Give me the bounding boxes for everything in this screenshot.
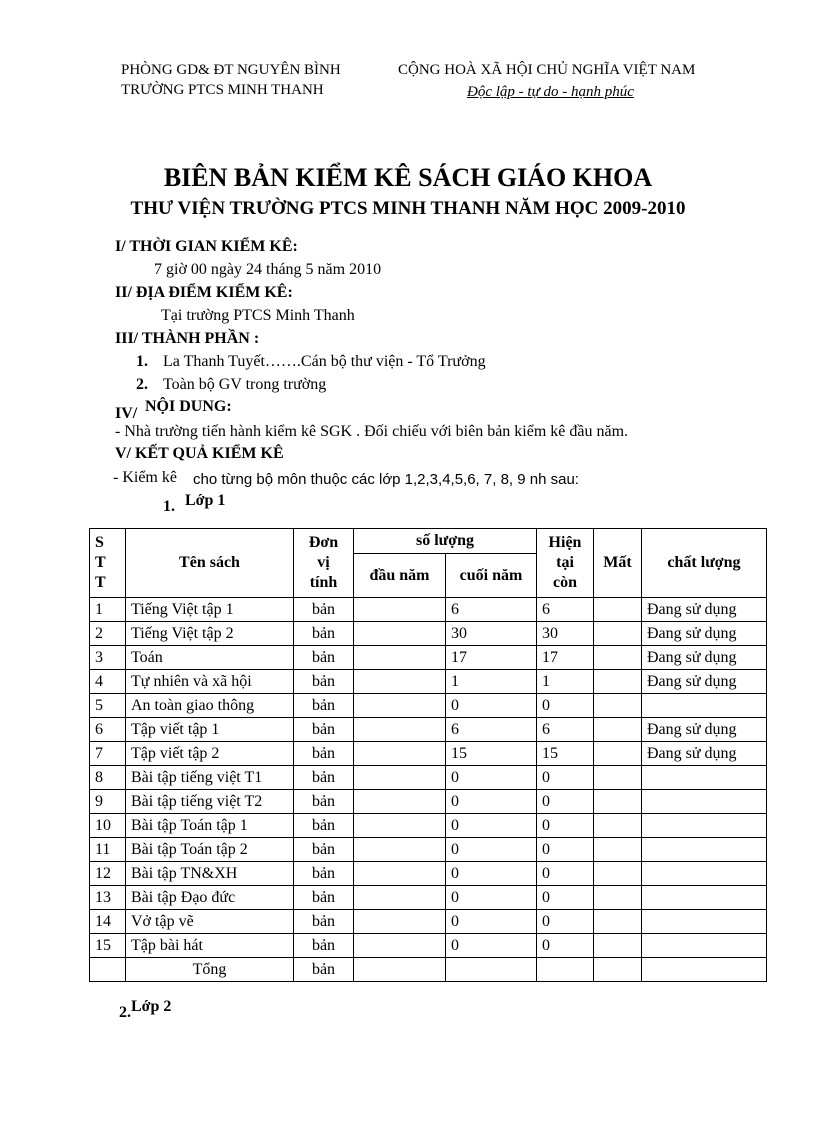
cell-stt: 12: [90, 862, 126, 886]
cell-start: [354, 646, 446, 670]
cell-remain: 15: [537, 742, 594, 766]
header-book-name: Tên sách: [126, 529, 294, 598]
cell-end: 0: [446, 862, 537, 886]
cell-quality: [642, 862, 767, 886]
cell-end: 1: [446, 670, 537, 694]
cell-end: 0: [446, 790, 537, 814]
table-header-row: [90, 529, 767, 554]
cell-name: Bài tập Toán tập 2: [126, 838, 294, 862]
cell-remain: 0: [537, 790, 594, 814]
cell-stt: 5: [90, 694, 126, 718]
cell-lost: [594, 670, 642, 694]
section-time-text: 7 giờ 00 ngày 24 tháng 5 năm 2010: [154, 261, 382, 278]
cell-start: [354, 598, 446, 622]
table-row: [90, 814, 767, 838]
cell-remain: 6: [537, 718, 594, 742]
section-content-prefix: IV/: [115, 405, 138, 422]
total-unit: bản: [294, 958, 354, 982]
header-stt: S T T: [90, 529, 126, 598]
cell-name: Bài tập TN&XH: [126, 862, 294, 886]
member-2: Toàn bộ GV trong trường: [163, 376, 327, 393]
cell-unit: bản: [294, 814, 354, 838]
cell-stt: 13: [90, 886, 126, 910]
cell-quality: [642, 838, 767, 862]
cell-stt: 11: [90, 838, 126, 862]
cell-start: [354, 886, 446, 910]
section-content-heading: NỘI DUNG:: [145, 398, 232, 415]
header-unit: Đơn vị tính: [294, 529, 354, 598]
cell-quality: Đang sử dụng: [642, 742, 767, 766]
cell-end: 6: [446, 718, 537, 742]
class2-number: 2.: [119, 1004, 131, 1021]
header-remaining: Hiện tại còn: [537, 529, 594, 598]
table-row: [90, 838, 767, 862]
cell-remain: 0: [537, 766, 594, 790]
cell-quality: [642, 766, 767, 790]
cell-start: [354, 766, 446, 790]
cell-name: Tiếng Việt tập 2: [126, 622, 294, 646]
cell-stt: 14: [90, 910, 126, 934]
cell-end: 0: [446, 694, 537, 718]
cell-stt: 6: [90, 718, 126, 742]
cell-unit: bản: [294, 838, 354, 862]
cell-end: 15: [446, 742, 537, 766]
cell-name: An toàn giao thông: [126, 694, 294, 718]
cell-stt: 2: [90, 622, 126, 646]
cell-end: 0: [446, 910, 537, 934]
cell-name: Bài tập Đạo đức: [126, 886, 294, 910]
cell-remain: 30: [537, 622, 594, 646]
cell-unit: bản: [294, 934, 354, 958]
table-row: [90, 910, 767, 934]
cell-lost: [594, 694, 642, 718]
cell-name: Tiếng Việt tập 1: [126, 598, 294, 622]
table-row: [90, 670, 767, 694]
section-results-heading: V/ KẾT QUẢ KIỂM KÊ: [115, 445, 284, 462]
cell-stt: 1: [90, 598, 126, 622]
cell-name: Tập viết tập 2: [126, 742, 294, 766]
member-2-number: 2.: [136, 376, 148, 393]
cell-quality: Đang sử dụng: [642, 718, 767, 742]
cell-lost: [594, 910, 642, 934]
cell-start: [354, 838, 446, 862]
cell-quality: [642, 790, 767, 814]
cell-end: 0: [446, 766, 537, 790]
cell-lost: [594, 838, 642, 862]
cell-lost: [594, 598, 642, 622]
table-row: [90, 766, 767, 790]
cell-end: 0: [446, 886, 537, 910]
cell-start: [354, 790, 446, 814]
section-results-text-a: - Kiểm kê: [113, 469, 177, 486]
cell-start: [354, 814, 446, 838]
cell-stt: 8: [90, 766, 126, 790]
cell-remain: 0: [537, 862, 594, 886]
cell-unit: bản: [294, 694, 354, 718]
cell-unit: bản: [294, 886, 354, 910]
cell-quality: Đang sử dụng: [642, 598, 767, 622]
cell-end: 0: [446, 838, 537, 862]
document-subtitle: THƯ VIỆN TRƯỜNG PTCS MINH THANH NĂM HỌC 2009-2010: [130, 198, 686, 219]
table-row: [90, 886, 767, 910]
cell-unit: bản: [294, 598, 354, 622]
cell-name: Toán: [126, 646, 294, 670]
cell-name: Vở tập vẽ: [126, 910, 294, 934]
cell-remain: 0: [537, 934, 594, 958]
class2-label: Lớp 2: [131, 998, 172, 1015]
cell-lost: [594, 622, 642, 646]
total-label: Tổng: [126, 958, 294, 982]
document-title: BIÊN BẢN KIỂM KÊ SÁCH GIÁO KHOA: [163, 163, 653, 192]
cell-unit: bản: [294, 910, 354, 934]
cell-end: 30: [446, 622, 537, 646]
section-members-heading: III/ THÀNH PHẦN :: [115, 330, 260, 347]
cell-unit: bản: [294, 646, 354, 670]
cell-start: [354, 718, 446, 742]
table-row: [90, 742, 767, 766]
header-quality: chất lượng: [642, 529, 767, 598]
class1-number: 1.: [163, 498, 175, 515]
cell-stt: 10: [90, 814, 126, 838]
cell-end: 0: [446, 934, 537, 958]
school-name: TRƯỜNG PTCS MINH THANH: [121, 82, 324, 98]
cell-start: [354, 622, 446, 646]
table-row: [90, 622, 767, 646]
table-row: [90, 934, 767, 958]
cell-lost: [594, 718, 642, 742]
table-row: [90, 694, 767, 718]
section-time-heading: I/ THỜI GIAN KIỂM KÊ:: [115, 238, 298, 255]
cell-remain: 17: [537, 646, 594, 670]
cell-remain: 0: [537, 910, 594, 934]
cell-end: 17: [446, 646, 537, 670]
section-location-text: Tại trường PTCS Minh Thanh: [161, 307, 355, 324]
cell-quality: [642, 910, 767, 934]
cell-stt: 9: [90, 790, 126, 814]
cell-unit: bản: [294, 622, 354, 646]
table-row: [90, 862, 767, 886]
class1-label: Lớp 1: [185, 492, 226, 509]
cell-quality: [642, 886, 767, 910]
table-row: [90, 790, 767, 814]
header-start-year: đầu năm: [354, 554, 446, 598]
cell-name: Tự nhiên và xã hội: [126, 670, 294, 694]
cell-start: [354, 694, 446, 718]
cell-unit: bản: [294, 718, 354, 742]
inventory-table: [89, 528, 767, 982]
cell-unit: bản: [294, 670, 354, 694]
cell-quality: [642, 694, 767, 718]
cell-remain: 0: [537, 694, 594, 718]
cell-quality: Đang sử dụng: [642, 646, 767, 670]
cell-start: [354, 934, 446, 958]
department-name: PHÒNG GD& ĐT NGUYÊN BÌNH: [121, 62, 341, 78]
cell-remain: 6: [537, 598, 594, 622]
cell-lost: [594, 742, 642, 766]
cell-remain: 0: [537, 814, 594, 838]
section-content-text: - Nhà trường tiến hành kiểm kê SGK . Đối chiếu với biên bản kiểm kê đầu năm.: [115, 423, 629, 440]
cell-start: [354, 910, 446, 934]
cell-unit: bản: [294, 862, 354, 886]
member-1-number: 1.: [136, 353, 148, 370]
section-location-heading: II/ ĐỊA ĐIỂM KIỂM KÊ:: [115, 284, 293, 301]
cell-name: Bài tập Toán tập 1: [126, 814, 294, 838]
cell-end: 0: [446, 814, 537, 838]
cell-remain: 0: [537, 838, 594, 862]
table-total-row: [90, 958, 767, 982]
cell-lost: [594, 862, 642, 886]
cell-unit: bản: [294, 742, 354, 766]
cell-start: [354, 670, 446, 694]
cell-start: [354, 862, 446, 886]
header-lost: Mất: [594, 529, 642, 598]
cell-quality: [642, 814, 767, 838]
section-results-text-b: cho từng bộ môn thuộc các lớp 1,2,3,4,5,6, 7, 8, 9 nh sau:: [193, 471, 579, 488]
cell-name: Tập bài hát: [126, 934, 294, 958]
cell-stt: 3: [90, 646, 126, 670]
cell-stt: 7: [90, 742, 126, 766]
header-quantity: số lượng: [354, 529, 537, 554]
cell-name: Tập viết tập 1: [126, 718, 294, 742]
cell-lost: [594, 886, 642, 910]
cell-lost: [594, 934, 642, 958]
cell-unit: bản: [294, 766, 354, 790]
cell-stt: 4: [90, 670, 126, 694]
cell-quality: Đang sử dụng: [642, 670, 767, 694]
member-1: La Thanh Tuyết…….Cán bộ thư viện - Tổ Trưởng: [163, 353, 486, 370]
cell-lost: [594, 814, 642, 838]
cell-lost: [594, 646, 642, 670]
country-name: CỘNG HOÀ XÃ HỘI CHỦ NGHĨA VIỆT NAM: [398, 62, 696, 78]
cell-lost: [594, 790, 642, 814]
header-end-year: cuối năm: [446, 554, 537, 598]
motto: Độc lập - tự do - hạnh phúc: [467, 84, 634, 100]
cell-remain: 0: [537, 886, 594, 910]
cell-unit: bản: [294, 790, 354, 814]
cell-stt: 15: [90, 934, 126, 958]
table-row: [90, 646, 767, 670]
cell-start: [354, 742, 446, 766]
cell-end: 6: [446, 598, 537, 622]
cell-remain: 1: [537, 670, 594, 694]
cell-lost: [594, 766, 642, 790]
table-row: [90, 718, 767, 742]
table-row: [90, 598, 767, 622]
cell-name: Bài tập tiếng việt T2: [126, 790, 294, 814]
cell-name: Bài tập tiếng việt T1: [126, 766, 294, 790]
cell-quality: Đang sử dụng: [642, 622, 767, 646]
cell-quality: [642, 934, 767, 958]
